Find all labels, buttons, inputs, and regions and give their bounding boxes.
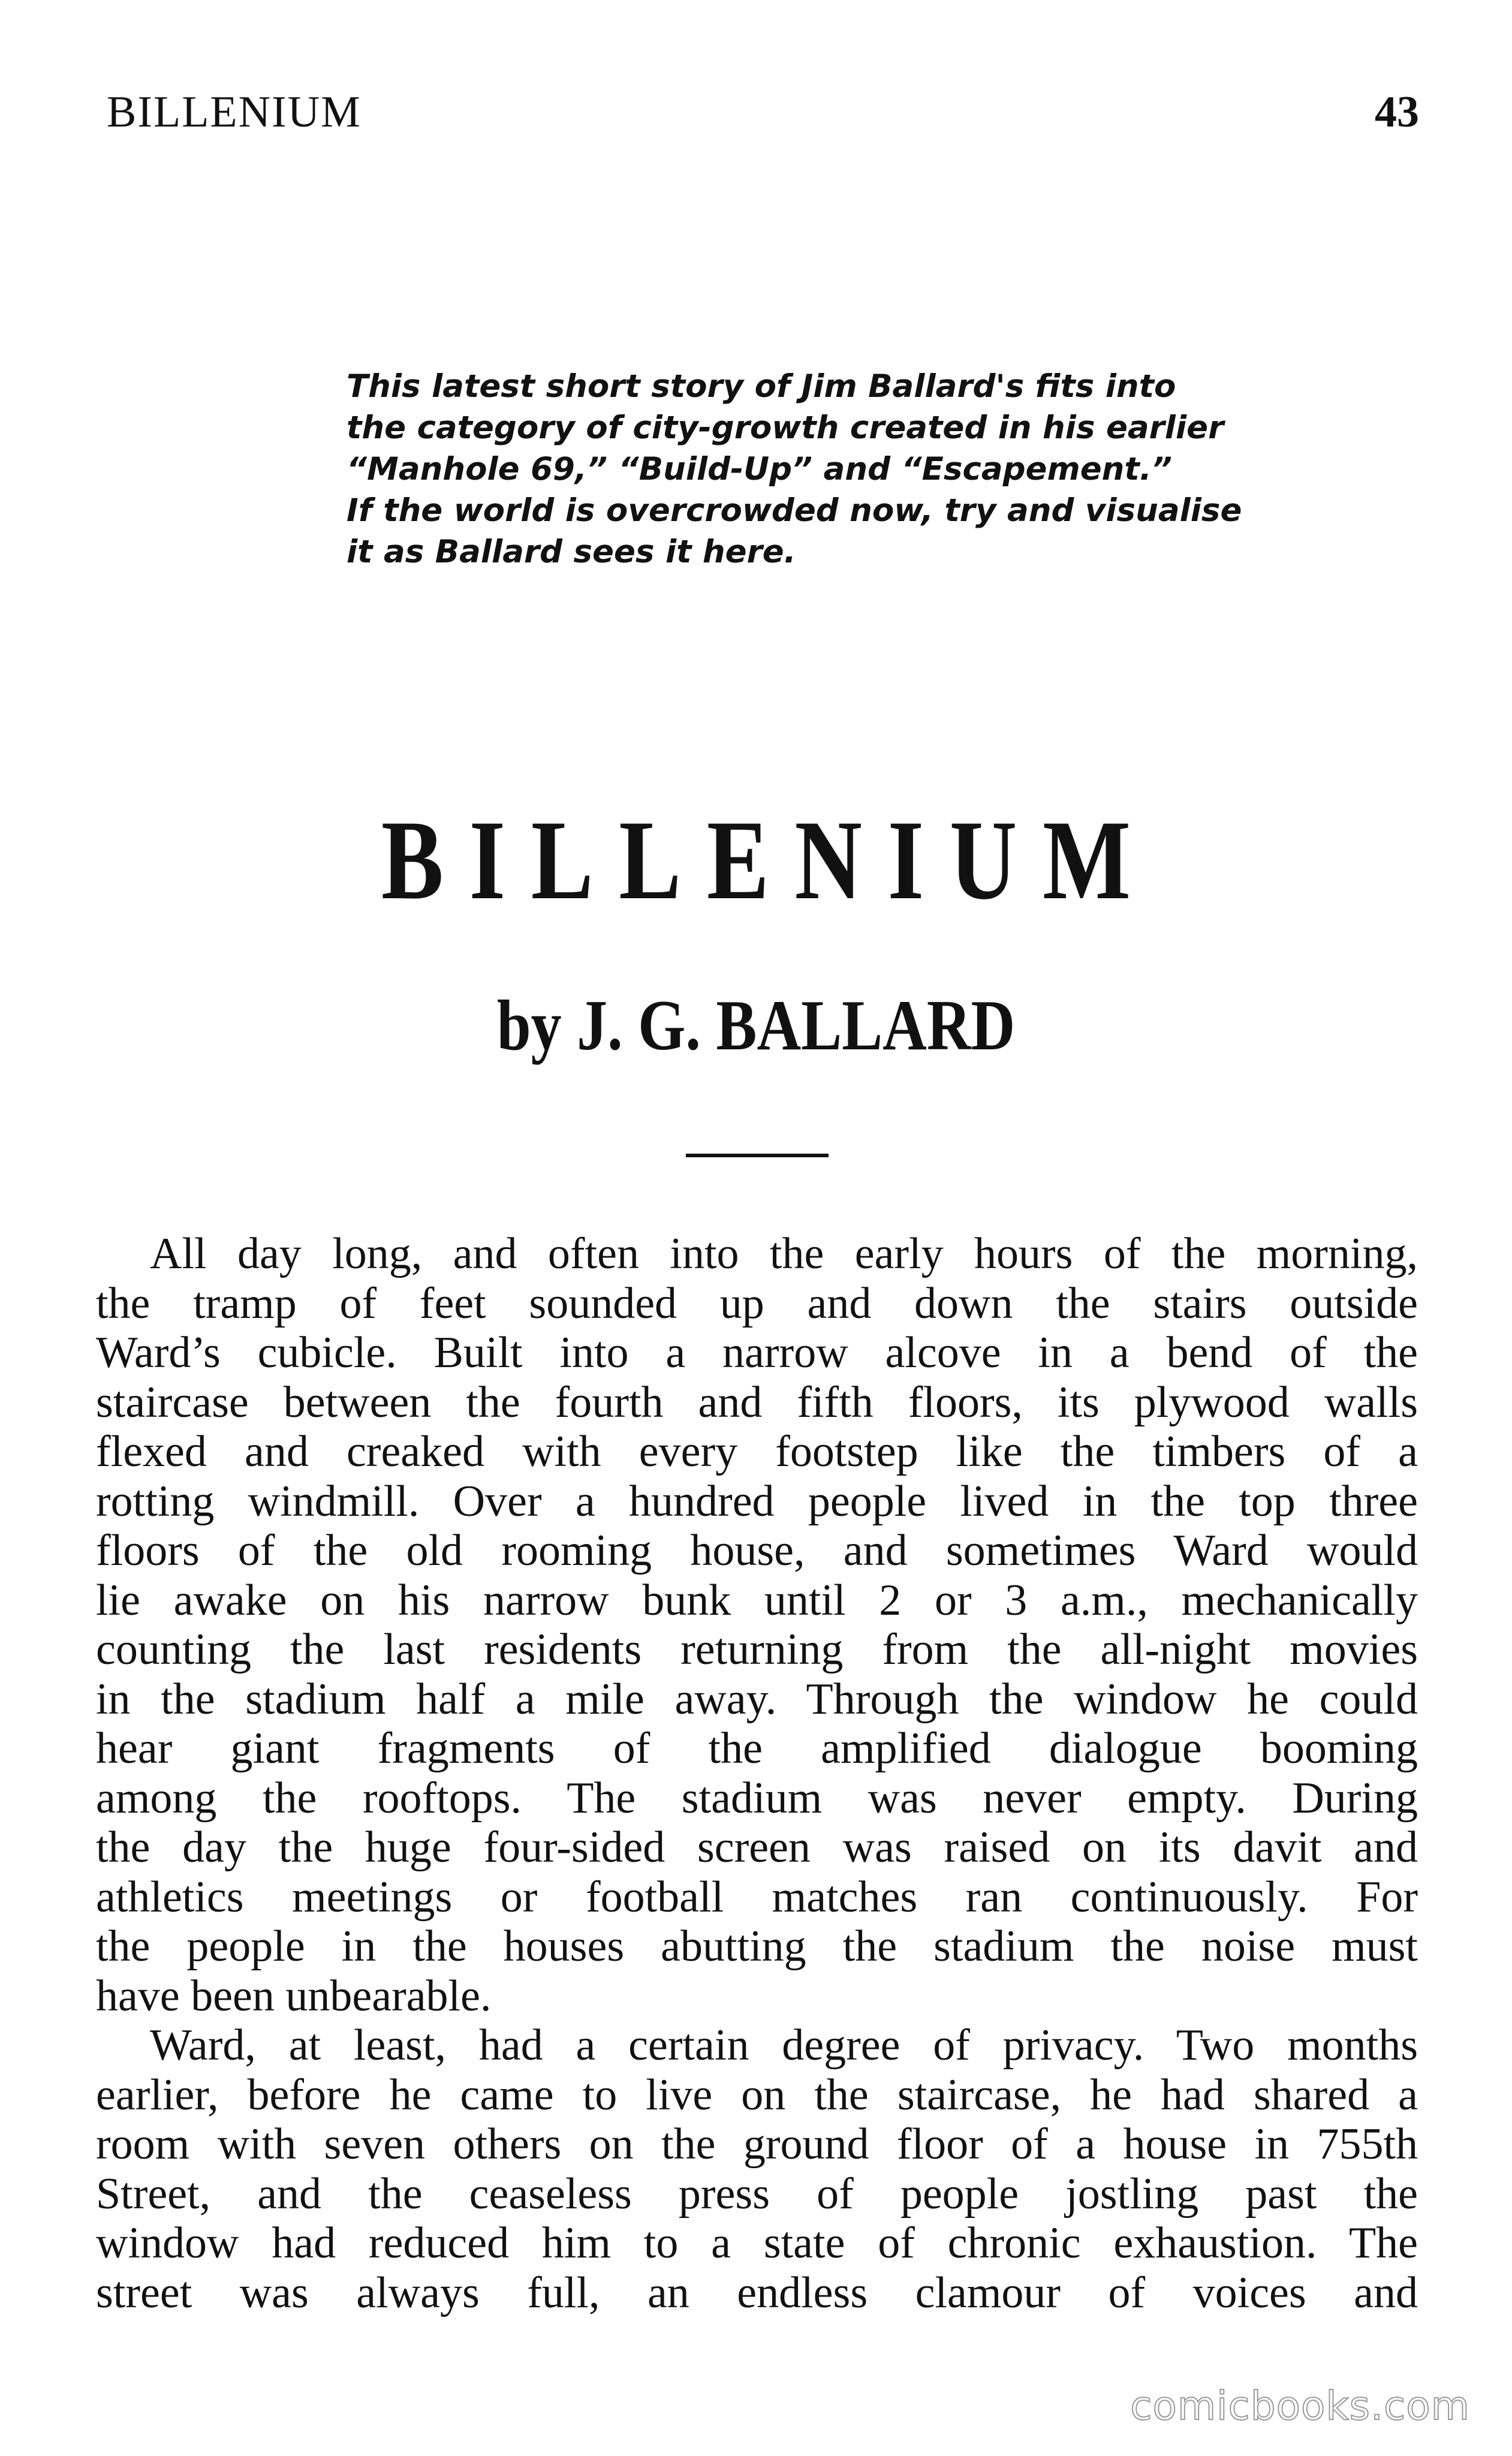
intro-line: it as Ballard sees it here. [347,534,796,570]
intro-line: If the world is overcrowded now, try and visualise [347,492,1242,529]
text-line: athletics meetings or football matches ran continuously. For [96,1872,1418,1922]
story-body [96,1229,1418,2317]
intro-line: This latest short story of Jim Ballard's fits into [347,368,1176,405]
text-line: the day the huge four-sided screen was raised on its davit and [96,1823,1418,1872]
text-line: among the rooftops. The stadium was never empty. During [96,1773,1418,1823]
intro-line: the category of city-growth created in his earlier [347,410,1224,446]
title-divider [686,1154,829,1157]
text-line: the people in the houses abutting the stadium the noise must [96,1922,1418,1971]
text-line: Ward’s cubicle. Built into a narrow alcove in a bend of the [96,1328,1418,1377]
text-line: flexed and creaked with every footstep like the timbers of a [96,1427,1418,1476]
text-line: earlier, before he came to live on the staircase, he had shared a [96,2070,1418,2120]
text-line: window had reduced him to a state of chronic exhaustion. The [96,2219,1418,2268]
text-line: have been unbearable. [96,1971,492,2021]
text-line: counting the last residents returning from the all-night movies [96,1625,1418,1674]
byline: by J. G. BALLARD [496,985,1016,1065]
page-number: 43 [1375,88,1419,137]
text-line: lie awake on his narrow bunk until 2 or 3 a.m., mechanically [96,1575,1418,1625]
text-line: street was always full, an endless clamour of voices and [96,2268,1418,2317]
paragraph-2 [96,2021,1418,2317]
editorial-intro [347,366,1242,573]
text-line: Ward, at least, had a certain degree of privacy. Two months [150,2021,1418,2070]
story-title: BILLENIUM [381,797,1156,923]
text-line: floors of the old rooming house, and sometimes Ward would [96,1526,1418,1575]
paragraph-1 [96,1229,1418,2021]
text-line: staircase between the fourth and fifth floors, its plywood walls [96,1377,1418,1427]
text-line: hear giant fragments of the amplified dialogue booming [96,1724,1418,1773]
watermark: comicbooks.com [1130,2383,1470,2429]
intro-line: “Manhole 69,” “Build-Up” and “Escapement.” [347,451,1172,487]
text-line: All day long, and often into the early hours of the morning, [150,1229,1418,1278]
running-head: BILLENIUM [107,88,362,137]
text-line: rotting windmill. Over a hundred people lived in the top three [96,1476,1418,1526]
text-line: room with seven others on the ground floor of a house in 755th [96,2120,1418,2169]
text-line: Street, and the ceaseless press of people jostling past the [96,2169,1418,2219]
text-line: the tramp of feet sounded up and down the stairs outside [96,1278,1418,1328]
text-line: in the stadium half a mile away. Through the window he could [96,1674,1418,1724]
